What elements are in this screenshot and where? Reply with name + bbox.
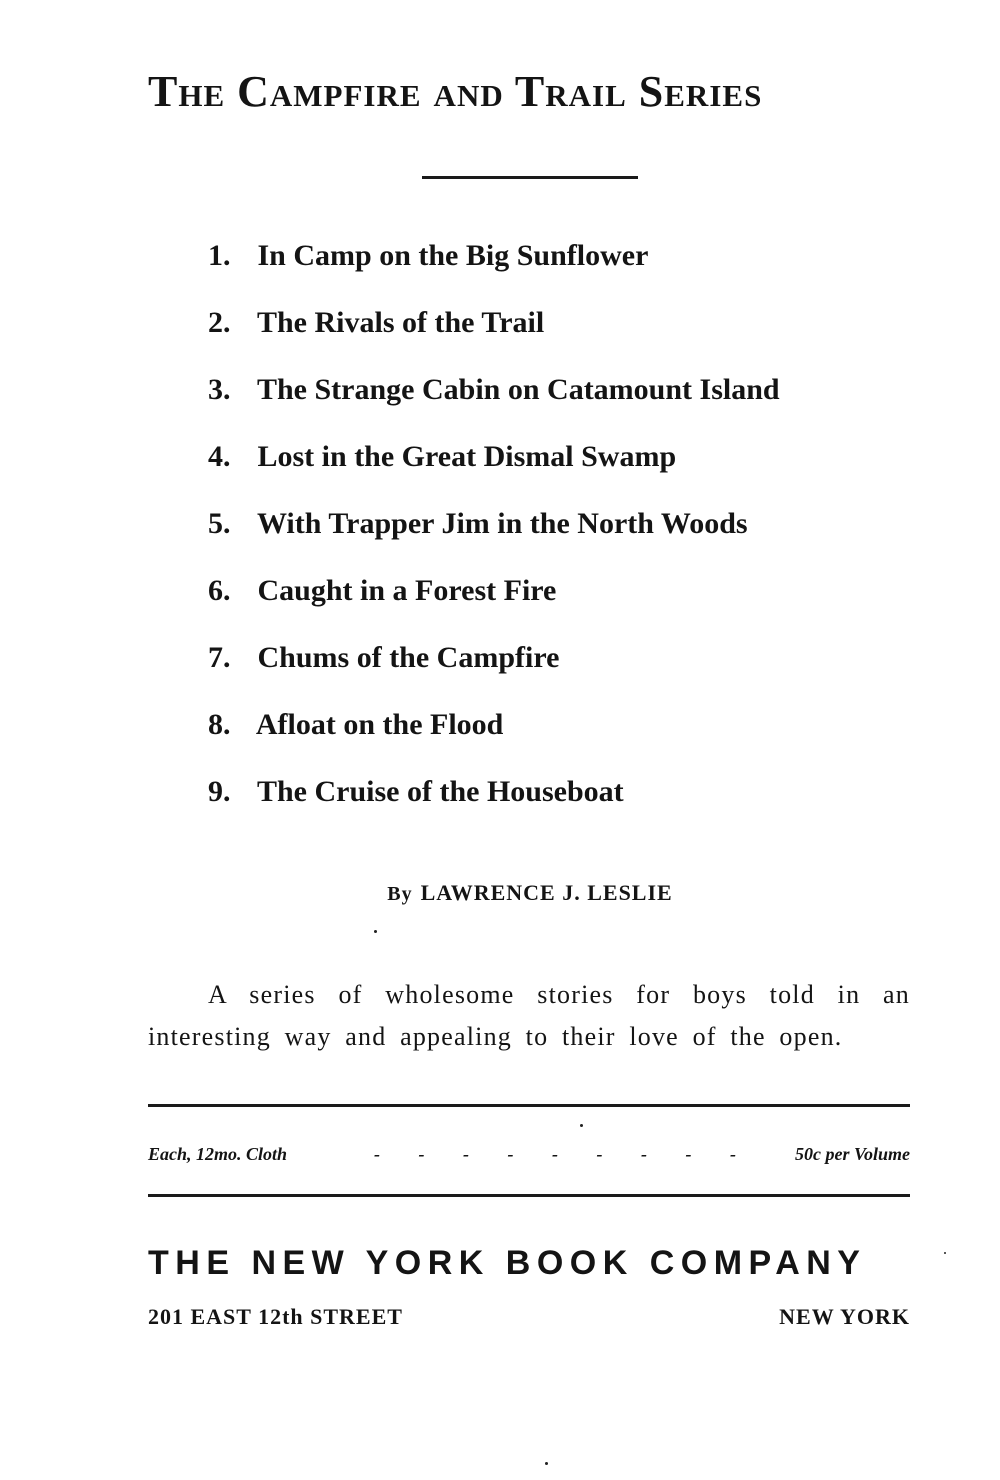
- book-item: [208, 232, 908, 299]
- print-speck: [545, 1462, 548, 1465]
- book-number: 4.: [208, 440, 231, 473]
- book-number: 6.: [208, 574, 231, 607]
- book-item: [208, 634, 908, 701]
- book-number: 5.: [208, 507, 231, 540]
- book-title: The Cruise of the Houseboat: [256, 775, 624, 808]
- book-item: [208, 701, 908, 768]
- book-number: 1.: [208, 239, 231, 272]
- price-bottom-rule: [148, 1194, 910, 1197]
- book-number: 3.: [208, 373, 231, 406]
- book-number: 2.: [208, 306, 231, 339]
- publisher-name: THE NEW YORK BOOK COMPANY: [148, 1244, 867, 1282]
- series-title: The Campfire and Trail Series: [148, 67, 763, 116]
- price-leader-dashes: - - - - - - - - -: [374, 1144, 748, 1164]
- book-title: Afloat on the Flood: [255, 708, 504, 741]
- book-title: The Rivals of the Trail: [256, 306, 545, 339]
- print-speck: [944, 1252, 946, 1254]
- book-item: [208, 366, 908, 433]
- author-by: By: [387, 883, 413, 905]
- print-speck: [374, 930, 377, 933]
- book-title: Caught in a Forest Fire: [257, 574, 557, 607]
- book-item: [208, 500, 908, 567]
- book-item: [208, 567, 908, 634]
- book-item: [208, 299, 908, 366]
- publisher-address: [148, 1304, 910, 1334]
- price-top-rule: [148, 1104, 910, 1107]
- book-number: 7.: [208, 641, 231, 674]
- book-item: [208, 768, 908, 835]
- book-title: The Strange Cabin on Catamount Island: [256, 373, 780, 406]
- book-title: With Trapper Jim in the North Woods: [256, 507, 748, 540]
- publisher-street: 201 EAST 12th STREET: [148, 1304, 403, 1329]
- book-title: Chums of the Campfire: [257, 641, 560, 674]
- book-title: Lost in the Great Dismal Swamp: [257, 440, 677, 473]
- price-format: Each, 12mo. Cloth: [148, 1144, 288, 1164]
- publisher-city: NEW YORK: [779, 1304, 910, 1329]
- title-divider: [422, 176, 638, 179]
- author-name: LAWRENCE J. LESLIE: [420, 880, 673, 905]
- print-speck: [580, 1124, 583, 1127]
- book-list: [208, 232, 908, 835]
- book-number: 9.: [208, 775, 231, 808]
- price-amount: 50c per Volume: [795, 1144, 910, 1164]
- series-description: A series of wholesome stories for boys told in an interesting way and appealing to their love of the open.: [148, 980, 910, 1051]
- book-number: 8.: [208, 708, 231, 741]
- book-title: In Camp on the Big Sunflower: [257, 239, 649, 272]
- book-item: [208, 433, 908, 500]
- price-line: [148, 1140, 910, 1170]
- author-line: [0, 880, 1000, 906]
